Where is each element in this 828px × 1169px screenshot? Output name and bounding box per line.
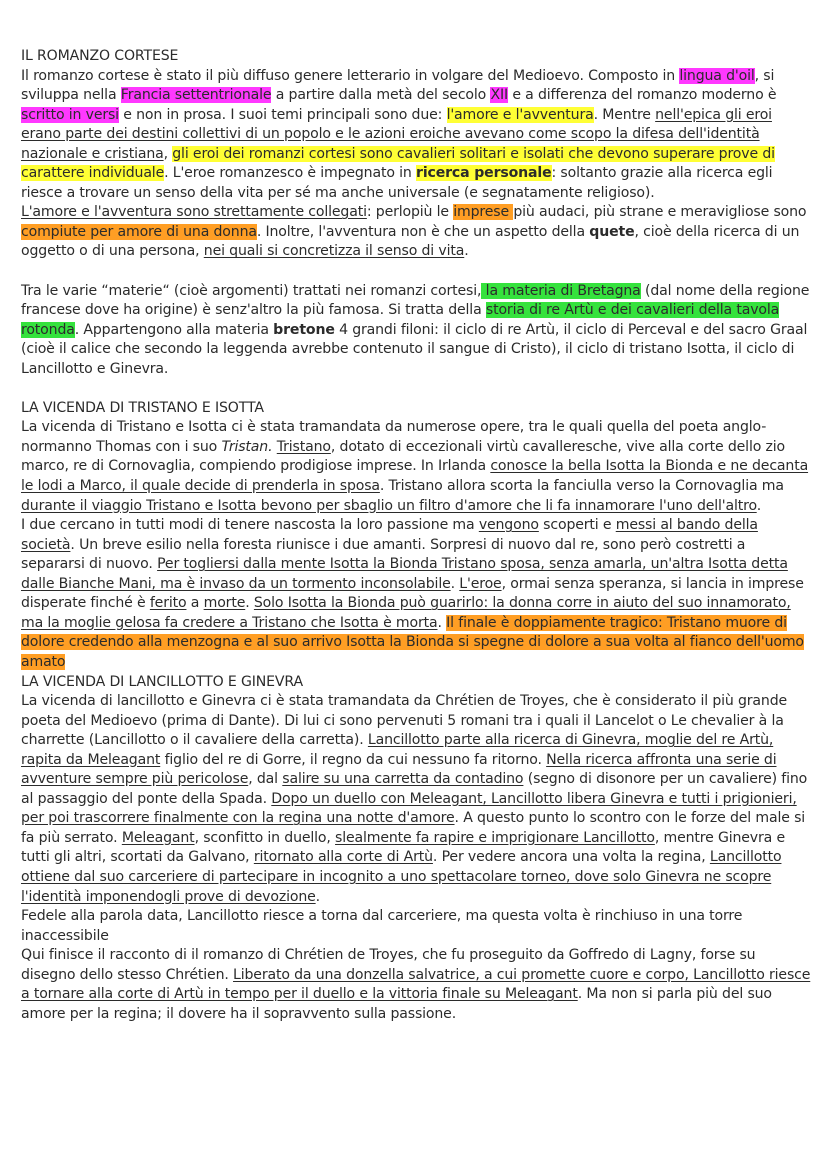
highlight-orange: compiute per amore di una donna [21,223,257,240]
text: . A questo punto lo scontro con le forze del male si fa più serrato. [21,810,806,846]
document-page [21,47,813,1024]
text: : perlopiù le [366,204,454,221]
section-lancillotto-title: LA VICENDA DI LANCILLOTTO E GINEVRA [21,673,303,690]
text: . [464,243,469,260]
underlined-text: conosce la bella Isotta la Bionda e ne decanta le lodi a Marco, il quale decide di prenderla in sposa [21,458,809,495]
text: più audaci, più strane e meravigliose sono [513,204,807,221]
text: (segno di disonore per un cavaliere) fino al passaggio del ponte della Spada. [21,771,808,807]
text: . Ma non si parla più del suo amore per la regina; il dovere ha il sopravvento sulla passione. [21,986,772,1022]
underlined-text: ferito [149,595,187,612]
underlined-text: L'eroe [459,575,502,592]
underlined-text: durante il viaggio Tristano e Isotta bevono per sbaglio un filtro d'amore che li fa innamorare l'uno dell'altro [21,497,757,514]
highlight-magenta: XII [490,87,508,104]
underlined-text: vengono [478,517,539,534]
highlight-magenta: lingua d'oil [679,67,755,84]
text: , cioè della ricerca di un oggetto o di una persona, [21,223,800,260]
text: . L'eroe romanzesco è impegnato in [164,165,417,182]
underlined-text: Solo Isotta la Bionda può guarirlo: la donna corre in aiuto del suo innamorato, ma la moglie gelosa fa credere a Tristano che Isotta è morta [21,595,791,631]
bold-text: bretone [273,321,335,338]
text: a [186,595,204,612]
text: , sconfitto in duello, [194,829,336,846]
highlight-yellow: gli eroi dei romanzi cortesi sono cavalieri solitari e isolati che devono superare prove di carattere individuale [21,145,775,182]
paragraph-gap [21,379,813,399]
text: Tra le varie “materie“ (cioè argomenti) trattati nei romanzi cortesi, [21,282,482,299]
text: . Tristano allora scorta la fanciulla verso la Cornovaglia ma [379,478,784,495]
text: . Inoltre, l'avventura non è che un aspetto della [256,223,590,240]
underlined-text: Per togliersi dalla mente Isotta la Bionda Tristano sposa, senza amarla, un'altra Isotta detta dalle Bianche Mani, ma è invaso da un tormento inconsolabile [21,556,788,592]
highlight-orange: Il finale è doppiamente tragico: Tristano muore di dolore credendo alla menzogna e al suo arrivo Isotta la Bionda si spegne di dolore a sua volta al fianco dell'uomo amato [21,614,804,670]
text: . Mentre [593,106,656,123]
highlight-yellow: l'amore e l'avventura [446,106,594,123]
text: . Appartengono alla materia [74,321,274,338]
underlined-text: Lancillotto parte alla ricerca di Ginevra, moglie del re Artù, rapita da Meleagant [21,732,774,768]
underlined-text: slealmente fa rapire e imprigionare Lancillotto [335,829,655,846]
underlined-text: nell'epica gli eroi erano parte dei destini collettivi di un popolo e le azioni eroiche avevano come scopo la difesa dell'identità nazionale e cristiana [21,106,772,162]
text: . Un breve esilio nella foresta riunisce i due amanti. Sorpresi di nuovo dal re, sono però costretti a separarsi di nuovo. [21,536,746,573]
highlight-green: la materia di Bretagna [481,282,641,299]
text: (dal nome della regione francese dove ha origine) è senz'altro la più famosa. Si tratta della [21,282,810,319]
text: : soltanto grazie alla ricerca egli riesce a trovare un senso della vita per sé ma anche universale (e segnatamente religioso). [21,165,773,201]
text: , ormai senza speranza, si lancia in imprese disperate finché è [21,575,804,612]
text: . [245,595,254,612]
underlined-text: Meleagant [121,829,195,846]
bold-text: quete [589,223,635,240]
text: e non in prosa. I suoi temi principali sono due: [118,106,447,123]
text: figlio del re di Gorre, il regno da cui nessuno fa ritorno. [160,751,547,768]
text: Il romanzo cortese è stato il più diffuso genere letterario in volgare del Medioevo. Composto in [21,67,680,84]
underlined-text: Nella ricerca affronta una serie di avventure sempre più pericolose [21,751,777,788]
text: . Per vedere ancora una volta la regina, [432,849,710,866]
section-romanzo-cortese-body [21,67,813,262]
text: e a differenza del romanzo moderno è [508,87,777,104]
section-tristano-title: LA VICENDA DI TRISTANO E ISOTTA [21,399,264,416]
section-tristano-body [21,418,813,672]
highlight-orange: imprese [453,204,514,221]
text: Fedele alla parola data, Lancillotto riesce a torna dal carceriere, ma questa volta è rinchiuso in una torre inaccessibile [21,908,743,944]
highlight-magenta: scritto in versi [21,106,119,123]
underlined-text: nei quali si concretizza il senso di vita [203,243,465,260]
text: 4 grandi filoni: il ciclo di re Artù, il ciclo di Perceval e del sacro Graal (cioè il calice che secondo la leggenda avrebbe contenuto il sangue di Cristo), il ciclo di tristano Isotta, il ciclo di Lancillotto e Ginevra. [21,321,808,377]
text: . [756,497,762,514]
text: I due cercano in tutti modi di tenere nascosta la loro passione ma [21,517,479,534]
underlined-text: Dopo un duello con Meleagant, Lancillotto libera Ginevra e tutti i prigionieri, per poi trascorrere finalmente con la regina una notte d'amore [21,790,797,827]
underlined-text: Tristano [276,438,331,455]
underlined-text: messi al bando della società [21,517,758,553]
text: , si sviluppa nella [21,67,775,104]
text: La vicenda di Tristano e Isotta ci è stata tramandata da numerose opere, tra le quali quella del poeta anglo-normanno Thomas con i suo [21,419,767,455]
section-romanzo-cortese-title: IL ROMANZO CORTESE [21,48,179,64]
paragraph-gap [21,262,813,282]
text: , dotato di eccezionali virtù cavalleresche, vive alla corte dello zio marco, re di Cornovaglia, compiendo prodigiose imprese. In Irlanda [21,438,786,475]
text: . [450,575,460,592]
underlined-text: salire su una carretta da contadino [282,771,524,788]
underlined-text: Liberato da una donzella salvatrice, a cui promette cuore e corpo, Lancillotto riesce a tornare alla corte di Artù in tempo per il duello e la vittoria finale su Meleagant [21,966,811,1003]
section-materie-body [21,282,813,380]
text: . [437,614,447,631]
text: scoperti e [538,517,616,534]
text: , dal [248,771,283,788]
text: La vicenda di lancillotto e Ginevra ci è stata tramandata da Chrétien de Troyes, che è considerato il più grande poeta del Medioevo (prima di Dante). Di lui ci sono pervenuti 5 romani tra i quali il Lancelot o Le chevalier à la charrette (Lancillotto o il cavaliere della carretta). [21,693,788,749]
section-lancillotto-body [21,692,813,1024]
underlined-text: L'amore e l'avventura sono strettamente collegati [21,204,367,221]
text: Qui finisce il racconto di il romanzo di Chrétien de Troyes, che fu proseguito da Goffredo di Lagny, forse su disegno dello stesso Chrétien. [21,947,756,983]
highlight-green: storia di re Artù e dei cavalieri della tavola rotonda [21,302,780,338]
text: , mentre Ginevra e tutti gli altri, scortati da Galvano, [21,829,785,866]
italic-text: Tristan. [221,438,273,455]
underlined-text: ritornato alla corte di Artù [253,849,433,866]
text: , [163,145,173,162]
underlined-text: Lancillotto ottiene dal suo carceriere di partecipare in incognito a uno spettacolare torneo, dove solo Ginevra ne scopre l'identità imponendogli prove di devozione [21,849,782,905]
underlined-text: morte [203,595,246,612]
highlight-yellow: ricerca personale [416,165,552,182]
text: . [315,888,320,905]
text: a partire dalla metà del secolo [271,87,491,104]
highlight-magenta: Francia settentrionale [120,87,272,104]
